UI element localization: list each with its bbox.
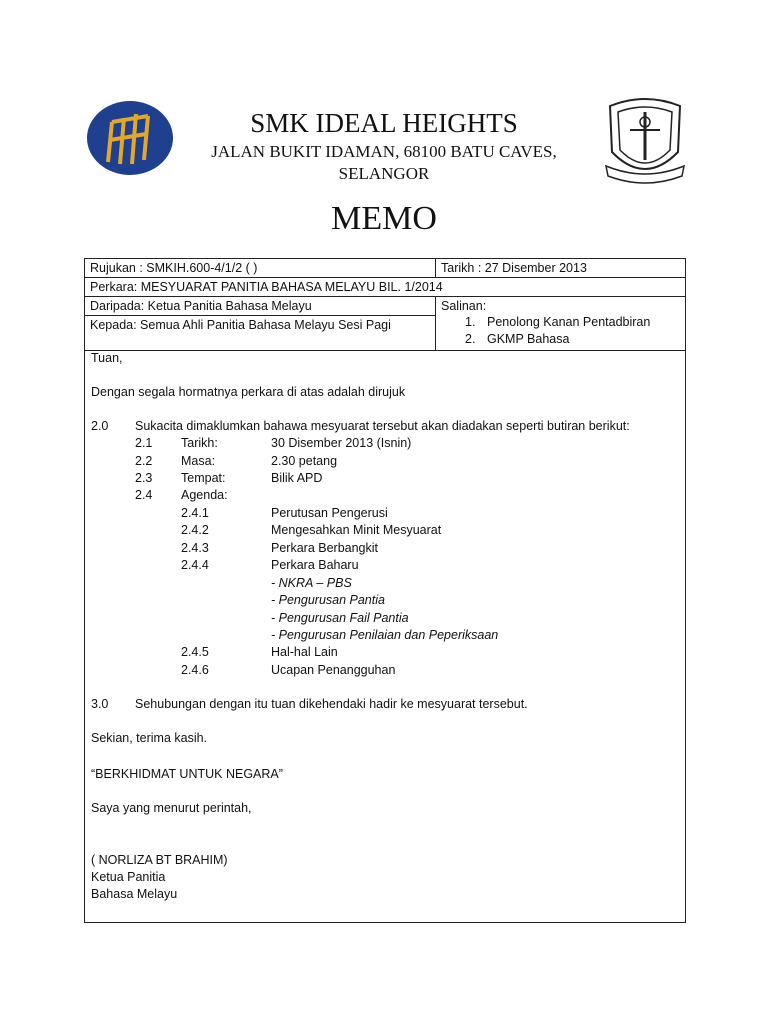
detail-label: Agenda: — [181, 488, 228, 502]
agenda-text: Hal-hal Lain — [271, 645, 338, 659]
perkara-cell: Perkara: MESYUARAT PANITIA BAHASA MELAYU BIL. 1/2014 — [85, 278, 686, 297]
memo-header-table — [84, 258, 686, 351]
detail-label: Masa: — [181, 454, 216, 468]
detail-num: 2.4 — [135, 488, 153, 502]
school-address-line2: SELANGOR — [338, 164, 430, 183]
detail-num: 2.3 — [135, 471, 153, 485]
agenda-sub-item: - Pengurusan Penilaian dan Peperiksaan — [271, 628, 499, 642]
kepada-cell: Kepada: Semua Ahli Panitia Bahasa Melayu Sesi Pagi — [85, 316, 436, 351]
detail-value: Bilik APD — [271, 471, 323, 485]
agenda-text: Perkara Berbangkit — [271, 541, 379, 555]
p2-num: 2.0 — [91, 419, 109, 433]
detail-num: 2.2 — [135, 454, 153, 468]
salinan-item: 2. GKMP Bahasa — [465, 332, 570, 346]
agenda-num: 2.4.2 — [181, 523, 209, 537]
agenda-text: Mengesahkan Minit Mesyuarat — [271, 523, 442, 537]
detail-label: Tarikh: — [181, 436, 218, 450]
memo-body — [84, 348, 686, 923]
p3-text: Sehubungan dengan itu tuan dikehendaki hadir ke mesyuarat tersebut. — [135, 697, 528, 711]
agenda-num: 2.4.5 — [181, 645, 209, 659]
agenda-sub-item: - Pengurusan Pantia — [271, 593, 385, 607]
salinan-item: 1. Penolong Kanan Pentadbiran — [465, 315, 651, 329]
school-name: SMK IDEAL HEIGHTS — [250, 108, 518, 138]
detail-label: Tempat: — [181, 471, 226, 485]
rujukan-cell: Rujukan : SMKIH.600-4/1/2 ( ) — [85, 259, 436, 278]
salinan-label: Salinan: — [441, 299, 487, 313]
signer-title: Bahasa Melayu — [91, 887, 178, 901]
agenda-text: Perutusan Pengerusi — [271, 506, 388, 520]
detail-value: 30 Disember 2013 (Isnin) — [271, 436, 412, 450]
tarikh-cell: Tarikh : 27 Disember 2013 — [436, 259, 686, 278]
detail-value: 2.30 petang — [271, 454, 338, 468]
agenda-num: 2.4.6 — [181, 663, 209, 677]
salinan-cell — [436, 297, 686, 351]
agenda-text: Perkara Baharu — [271, 558, 359, 572]
perintah-text: Saya yang menurut perintah, — [91, 801, 252, 815]
p2-text: Sukacita dimaklumkan bahawa mesyuarat tersebut akan diadakan seperti butiran berikut: — [135, 419, 630, 433]
agenda-sub-item: - Pengurusan Fail Pantia — [271, 611, 409, 625]
salinan-list — [441, 314, 680, 348]
daripada-cell: Daripada: Ketua Panitia Bahasa Melayu — [85, 297, 436, 316]
closing-text: Sekian, terima kasih. — [91, 731, 208, 745]
memo-title: MEMO — [331, 200, 437, 237]
salutation: Tuan, — [91, 351, 123, 365]
motto-text: “BERKHIDMAT UNTUK NEGARA” — [91, 767, 283, 781]
agenda-num: 2.4.4 — [181, 558, 209, 572]
agenda-sub-item: - NKRA – PBS — [271, 576, 352, 590]
signer-name: ( NORLIZA BT BRAHIM) — [91, 853, 228, 867]
agenda-num: 2.4.1 — [181, 506, 209, 520]
school-address-line1: JALAN BUKIT IDAMAN, 68100 BATU CAVES, — [211, 142, 557, 161]
agenda-num: 2.4.3 — [181, 541, 209, 555]
signer-title: Ketua Panitia — [91, 870, 166, 884]
agenda-text: Ucapan Penangguhan — [271, 663, 396, 677]
detail-num: 2.1 — [135, 436, 153, 450]
p3-num: 3.0 — [91, 697, 109, 711]
intro-text: Dengan segala hormatnya perkara di atas adalah dirujuk — [91, 385, 406, 399]
